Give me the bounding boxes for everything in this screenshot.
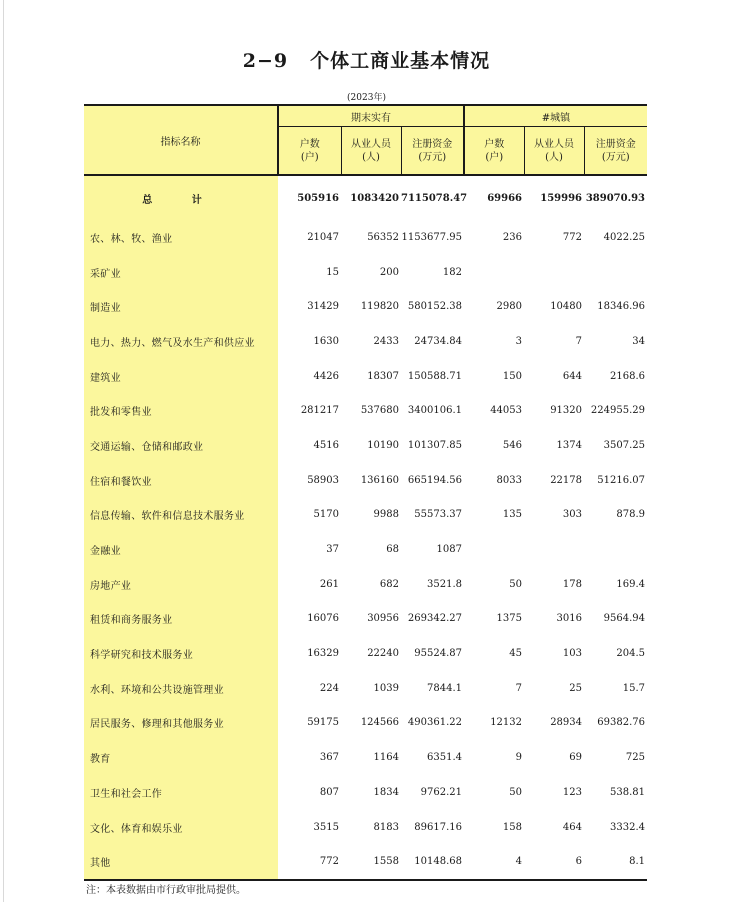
cell-value: 4426 <box>313 370 339 382</box>
cell-value: 7115078.47 <box>401 192 468 204</box>
year-note: (2023年) <box>347 93 386 103</box>
table-row <box>84 463 647 498</box>
cell-value: 3016 <box>556 613 582 625</box>
cell-value: 10190 <box>367 439 399 451</box>
cell-value: 182 <box>442 266 462 278</box>
row-label: 采矿业 <box>84 255 278 290</box>
cell-value: 236 <box>502 231 522 243</box>
cell-value: 8033 <box>496 474 522 486</box>
cell-value: 150588.71 <box>407 370 462 382</box>
cell-value: 16076 <box>307 613 339 625</box>
cell-value: 22178 <box>550 474 582 486</box>
cell-value: 1374 <box>556 439 582 451</box>
cell-value: 3521.8 <box>427 578 462 590</box>
cell-value: 119820 <box>360 301 399 313</box>
cell-value: 91320 <box>550 405 582 417</box>
cell-value: 878.9 <box>616 509 645 521</box>
cell-value <box>584 255 647 290</box>
row-label: 文化、体育和娱乐业 <box>84 810 278 845</box>
column-header-line1: 户数 <box>299 138 320 150</box>
cell-value: 281217 <box>300 405 339 417</box>
cell-value: 101307.85 <box>407 439 462 451</box>
cell-value: 89617.16 <box>414 821 462 833</box>
column-header-2 <box>401 127 464 176</box>
table-title: 个体工商业基本情况 <box>310 50 491 72</box>
table-row <box>84 498 647 533</box>
table-row <box>84 636 647 671</box>
cell-value: 1039 <box>373 682 399 694</box>
cell-value: 135 <box>502 509 522 521</box>
cell-value: 505916 <box>297 192 339 204</box>
cell-value: 22240 <box>367 648 399 660</box>
cell-value: 9762.21 <box>420 786 462 798</box>
total-row <box>84 175 647 220</box>
cell-value: 69966 <box>487 192 522 204</box>
cell-value: 4516 <box>313 439 339 451</box>
column-header-5 <box>584 127 647 176</box>
table-row <box>84 255 647 290</box>
cell-value: 1083420 <box>350 192 399 204</box>
cell-value: 2168.6 <box>610 370 645 382</box>
cell-value: 807 <box>319 786 339 798</box>
cell-value: 772 <box>562 231 582 243</box>
page-edge <box>3 0 4 902</box>
cell-value: 367 <box>319 752 339 764</box>
cell-value: 9988 <box>373 509 399 521</box>
row-label: 金融业 <box>84 532 278 567</box>
cell-value: 224955.29 <box>590 405 645 417</box>
cell-value: 7844.1 <box>427 682 462 694</box>
cell-value: 3 <box>515 335 522 347</box>
cell-value: 644 <box>562 370 582 382</box>
cell-value: 150 <box>502 370 522 382</box>
cell-value: 537680 <box>360 405 399 417</box>
stats-table <box>84 104 647 881</box>
cell-value: 2433 <box>373 335 399 347</box>
row-label: 水利、环境和公共设施管理业 <box>84 671 278 706</box>
cell-value: 31429 <box>307 301 339 313</box>
row-label: 住宿和餐饮业 <box>84 463 278 498</box>
column-header-line1: 户数 <box>484 138 505 150</box>
cell-value: 18346.96 <box>597 301 645 313</box>
footnote: 注：本表数据由市行政审批局提供。 <box>86 885 246 896</box>
cell-value: 18307 <box>367 370 399 382</box>
cell-value <box>464 532 524 567</box>
cell-value: 200 <box>379 266 399 278</box>
row-label: 电力、热力、燃气及水生产和供应业 <box>84 324 278 359</box>
column-header-4 <box>524 127 584 176</box>
cell-value: 69 <box>569 752 582 764</box>
cell-value: 21047 <box>307 231 339 243</box>
column-header-line1: 注册资金 <box>412 138 453 150</box>
table-row <box>84 567 647 602</box>
cell-value: 37 <box>326 544 339 556</box>
cell-value: 5170 <box>313 509 339 521</box>
column-header-line2: (户) <box>300 151 319 163</box>
cell-value: 9 <box>515 752 522 764</box>
cell-value: 10148.68 <box>401 844 464 880</box>
row-label: 信息传输、软件和信息技术服务业 <box>84 498 278 533</box>
cell-value: 1630 <box>313 335 339 347</box>
table-row <box>84 602 647 637</box>
cell-value: 45 <box>509 648 522 660</box>
cell-value: 682 <box>379 578 399 590</box>
row-label: 总 计 <box>84 175 278 220</box>
table-row <box>84 220 647 255</box>
cell-value: 7 <box>575 335 582 347</box>
cell-value: 3515 <box>313 821 339 833</box>
row-label: 卫生和社会工作 <box>84 775 278 810</box>
row-label: 教育 <box>84 740 278 775</box>
cell-value: 464 <box>562 821 582 833</box>
table-row <box>84 393 647 428</box>
row-label: 农、林、牧、渔业 <box>84 220 278 255</box>
column-header-3 <box>464 127 524 176</box>
cell-value: 103 <box>562 648 582 660</box>
table-row <box>84 359 647 394</box>
table-row <box>84 289 647 324</box>
cell-value: 8.1 <box>584 844 647 880</box>
cell-value: 4 <box>464 844 524 880</box>
cell-value: 51216.07 <box>597 474 645 486</box>
group-header-period-end: 期末实有 <box>278 105 464 127</box>
page-title <box>0 46 733 73</box>
cell-value <box>584 532 647 567</box>
cell-value: 15.7 <box>622 682 645 694</box>
cell-value: 59175 <box>307 717 339 729</box>
cell-value: 28934 <box>550 717 582 729</box>
table-row <box>84 706 647 741</box>
cell-value: 55573.37 <box>414 509 462 521</box>
cell-value: 16329 <box>307 648 339 660</box>
row-label: 交通运输、仓储和邮政业 <box>84 428 278 463</box>
row-label: 制造业 <box>84 289 278 324</box>
cell-value: 6 <box>524 844 584 880</box>
cell-value: 3400106.1 <box>407 405 462 417</box>
cell-value: 136160 <box>360 474 399 486</box>
cell-value: 68 <box>386 544 399 556</box>
column-header-0 <box>278 127 341 176</box>
cell-value: 538.81 <box>610 786 645 798</box>
cell-value: 9564.94 <box>603 613 645 625</box>
cell-value <box>524 255 584 290</box>
cell-value: 124566 <box>360 717 399 729</box>
cell-value: 56352 <box>367 231 399 243</box>
row-label: 科学研究和技术服务业 <box>84 636 278 671</box>
cell-value: 269342.27 <box>407 613 462 625</box>
cell-value: 34 <box>632 335 645 347</box>
cell-value: 772 <box>278 844 341 880</box>
table-number: 2−9 <box>242 50 289 72</box>
cell-value: 1164 <box>373 752 399 764</box>
table-row <box>84 844 647 880</box>
cell-value: 224 <box>319 682 339 694</box>
cell-value: 303 <box>562 509 582 521</box>
cell-value: 69382.76 <box>597 717 645 729</box>
table-row <box>84 810 647 845</box>
cell-value: 24734.84 <box>414 335 462 347</box>
cell-value: 261 <box>319 578 339 590</box>
cell-value: 12132 <box>490 717 522 729</box>
column-header-line1: 注册资金 <box>595 138 636 150</box>
cell-value: 546 <box>502 439 522 451</box>
row-label: 建筑业 <box>84 359 278 394</box>
row-label: 其他 <box>84 844 278 880</box>
table-row <box>84 671 647 706</box>
cell-value: 7 <box>515 682 522 694</box>
cell-value: 1153677.95 <box>401 231 462 243</box>
cell-value: 6351.4 <box>427 752 462 764</box>
row-label: 居民服务、修理和其他服务业 <box>84 706 278 741</box>
cell-value: 25 <box>569 682 582 694</box>
column-header-line2: (人) <box>545 151 563 163</box>
row-label: 房地产业 <box>84 567 278 602</box>
table-row <box>84 324 647 359</box>
column-header-line1: 从业人员 <box>351 138 391 150</box>
cell-value: 1558 <box>341 844 401 880</box>
column-header-line2: (万元) <box>418 151 447 163</box>
cell-value: 44053 <box>490 405 522 417</box>
cell-value: 1375 <box>496 613 522 625</box>
cell-value: 15 <box>326 266 339 278</box>
cell-value: 4022.25 <box>603 231 645 243</box>
cell-value: 159996 <box>540 192 582 204</box>
cell-value: 30956 <box>367 613 399 625</box>
cell-value: 725 <box>625 752 645 764</box>
table-row <box>84 532 647 567</box>
column-header-line2: (人) <box>362 151 380 163</box>
cell-value: 3332.4 <box>610 821 645 833</box>
table-row <box>84 775 647 810</box>
cell-value: 50 <box>509 786 522 798</box>
table-row <box>84 428 647 463</box>
cell-value: 169.4 <box>616 578 645 590</box>
cell-value: 158 <box>502 821 522 833</box>
group-header-urban: #城镇 <box>464 105 647 127</box>
cell-value: 1087 <box>436 544 462 556</box>
cell-value: 10480 <box>550 301 582 313</box>
cell-value: 95524.87 <box>414 648 462 660</box>
table-row <box>84 740 647 775</box>
cell-value: 3507.25 <box>603 439 645 451</box>
cell-value: 490361.22 <box>407 717 462 729</box>
cell-value: 1834 <box>373 786 399 798</box>
cell-value <box>524 532 584 567</box>
cell-value: 50 <box>509 578 522 590</box>
cell-value: 665194.56 <box>407 474 462 486</box>
cell-value: 389070.93 <box>585 192 645 204</box>
cell-value: 8183 <box>373 821 399 833</box>
row-label: 租赁和商务服务业 <box>84 602 278 637</box>
cell-value: 204.5 <box>616 648 645 660</box>
cell-value <box>464 255 524 290</box>
row-label: 批发和零售业 <box>84 393 278 428</box>
cell-value: 580152.38 <box>407 301 462 313</box>
column-header-line1: 从业人员 <box>534 138 574 150</box>
column-header-1 <box>341 127 401 176</box>
column-header-line2: (万元) <box>601 151 630 163</box>
cell-value: 178 <box>562 578 582 590</box>
cell-value: 2980 <box>496 301 522 313</box>
cell-value: 123 <box>562 786 582 798</box>
cell-value: 58903 <box>307 474 339 486</box>
column-header-line2: (户) <box>485 151 504 163</box>
indicator-name-header: 指标名称 <box>84 105 278 175</box>
